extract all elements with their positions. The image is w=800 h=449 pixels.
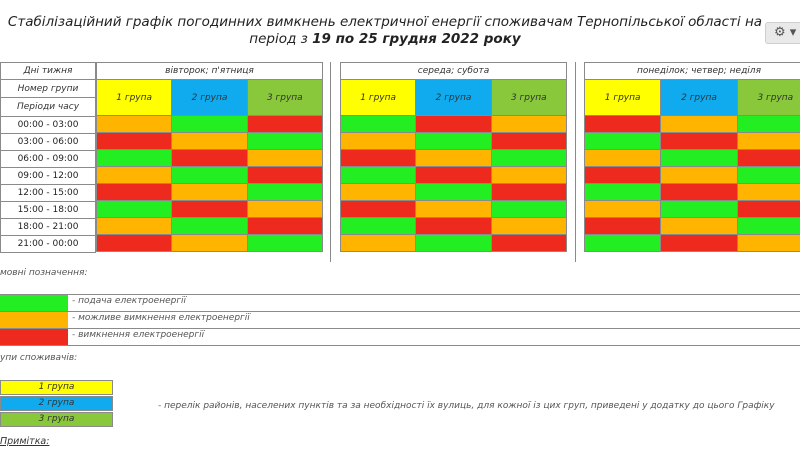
chevron-down-icon: ▾ [789,25,797,40]
schedule-cell [661,116,737,133]
settings-button[interactable] [765,22,800,44]
schedule-cell [737,218,800,235]
schedule-cell [341,133,416,150]
schedule-cell [585,116,661,133]
schedule-block-tue-fri [96,62,323,252]
time-slot-label: 21:00 - 00:00 [1,236,96,253]
schedule-cell [341,167,416,184]
day-of-week-label: Дні тижня [1,63,96,80]
schedule-cell [97,201,172,218]
schedule-cell [247,201,322,218]
group-header: 2 група [172,80,247,116]
schedule-cell [491,184,566,201]
legend-bottom-border [0,345,800,346]
schedule-cell [737,116,800,133]
group-header: 2 група [661,80,737,116]
schedule-cell [341,201,416,218]
schedule-cell [172,184,247,201]
time-slot-label: 00:00 - 03:00 [1,117,96,134]
schedule-cell [172,167,247,184]
legend-text: - подача електроенергії [72,296,187,306]
schedule-cell [585,201,661,218]
group-header: 3 група [737,80,800,116]
day-header: середа; субота [341,63,567,80]
legend-item [0,328,800,345]
schedule-cell [585,150,661,167]
schedule-cell [341,116,416,133]
schedule-cell [416,167,491,184]
schedule-cell [737,184,800,201]
schedule-cell [416,235,491,252]
group-header: 1 група [585,80,661,116]
schedule-cell [585,133,661,150]
schedule-cell [737,133,800,150]
schedule-cell [172,201,247,218]
schedule-cell [416,184,491,201]
footer-note: Примітка: [0,436,50,447]
group-legend-item: 1 група [0,380,113,395]
schedule-cell [247,235,322,252]
time-slot-label: 12:00 - 15:00 [1,185,96,202]
schedule-cell [491,116,566,133]
group-legend-item: 3 група [0,412,113,427]
title-line-1: Стабілізаційний графік погодинних вимкнень електричної енергії споживачам Тернопільської області на [7,14,763,30]
schedule-cell [585,235,661,252]
schedule-cell [97,116,172,133]
schedule-cell [491,167,566,184]
time-period-column [0,62,96,253]
schedule-block-wed-sat [340,62,567,252]
group-header: 3 група [491,80,566,116]
schedule-cell [172,150,247,167]
legend-caption: мовні позначення: [0,268,88,278]
groups-note: - перелік районів, населених пунктів та за необхідності їх вулиць, для кожної із цих груп, приведені у додатку до цього Графіку [158,401,775,411]
schedule-cell [97,184,172,201]
schedule-cell [585,167,661,184]
legend-text: - можливе вимкнення електроенергії [72,313,250,323]
time-slot-label: 18:00 - 21:00 [1,219,96,236]
group-header: 2 група [416,80,491,116]
schedule-cell [737,167,800,184]
group-number-label: Номер групи [1,80,96,98]
group-legend-item: 2 група [0,396,113,411]
schedule-cell [97,235,172,252]
schedule-cell [172,235,247,252]
schedule-cell [247,218,322,235]
schedule-cell [247,133,322,150]
schedule-cell [661,167,737,184]
schedule-cell [491,235,566,252]
schedule-cell [97,150,172,167]
schedule-cell [341,150,416,167]
schedule-cell [661,218,737,235]
schedule-cell [341,218,416,235]
schedule-cell [247,116,322,133]
schedule-cell [737,235,800,252]
schedule-cell [585,184,661,201]
schedule-cell [661,235,737,252]
schedule-cell [491,218,566,235]
schedule-cell [341,184,416,201]
schedule-cell [97,133,172,150]
legend-item [0,294,800,311]
schedule-cell [661,201,737,218]
schedule-cell [661,150,737,167]
schedule-cell [737,201,800,218]
page-title [0,14,770,48]
schedule-cell [661,184,737,201]
schedule-cell [491,201,566,218]
day-header: понеділок; четвер; неділя [585,63,800,80]
schedule-cell [585,218,661,235]
schedule-cell [172,133,247,150]
groups-caption: упи споживачів: [0,353,78,363]
legend-swatch [0,329,68,345]
legend-text: - вимкнення електроенергії [72,330,205,340]
schedule-cell [97,218,172,235]
schedule-cell [416,150,491,167]
block-separator [330,62,331,262]
day-header: вівторок; п'ятниця [97,63,323,80]
schedule-block-mon-thu-sun [584,62,800,252]
schedule-cell [416,218,491,235]
title-date-range: 19 по 25 грудня 2022 року [312,31,521,47]
schedule-cell [491,133,566,150]
group-header: 1 група [341,80,416,116]
schedule-cell [247,167,322,184]
time-slot-label: 15:00 - 18:00 [1,202,96,219]
time-slot-label: 09:00 - 12:00 [1,168,96,185]
schedule-cell [247,150,322,167]
schedule-cell [172,218,247,235]
time-slot-label: 03:00 - 06:00 [1,134,96,151]
group-header: 1 група [97,80,172,116]
schedule-cell [416,133,491,150]
schedule-cell [416,201,491,218]
time-slot-label: 06:00 - 09:00 [1,151,96,168]
group-header: 3 група [247,80,322,116]
legend-item [0,311,800,328]
schedule-cell [97,167,172,184]
gear-icon: ⚙ [774,25,786,40]
time-period-label: Періоди часу [1,98,96,117]
legend-swatch [0,295,68,311]
title-line-2: період з 19 по 25 грудня 2022 року [249,31,521,47]
legend-swatch [0,312,68,328]
schedule-cell [172,116,247,133]
block-separator [575,62,576,262]
schedule-cell [416,116,491,133]
schedule-cell [491,150,566,167]
schedule-cell [737,150,800,167]
schedule-cell [341,235,416,252]
schedule-cell [247,184,322,201]
schedule-cell [661,133,737,150]
